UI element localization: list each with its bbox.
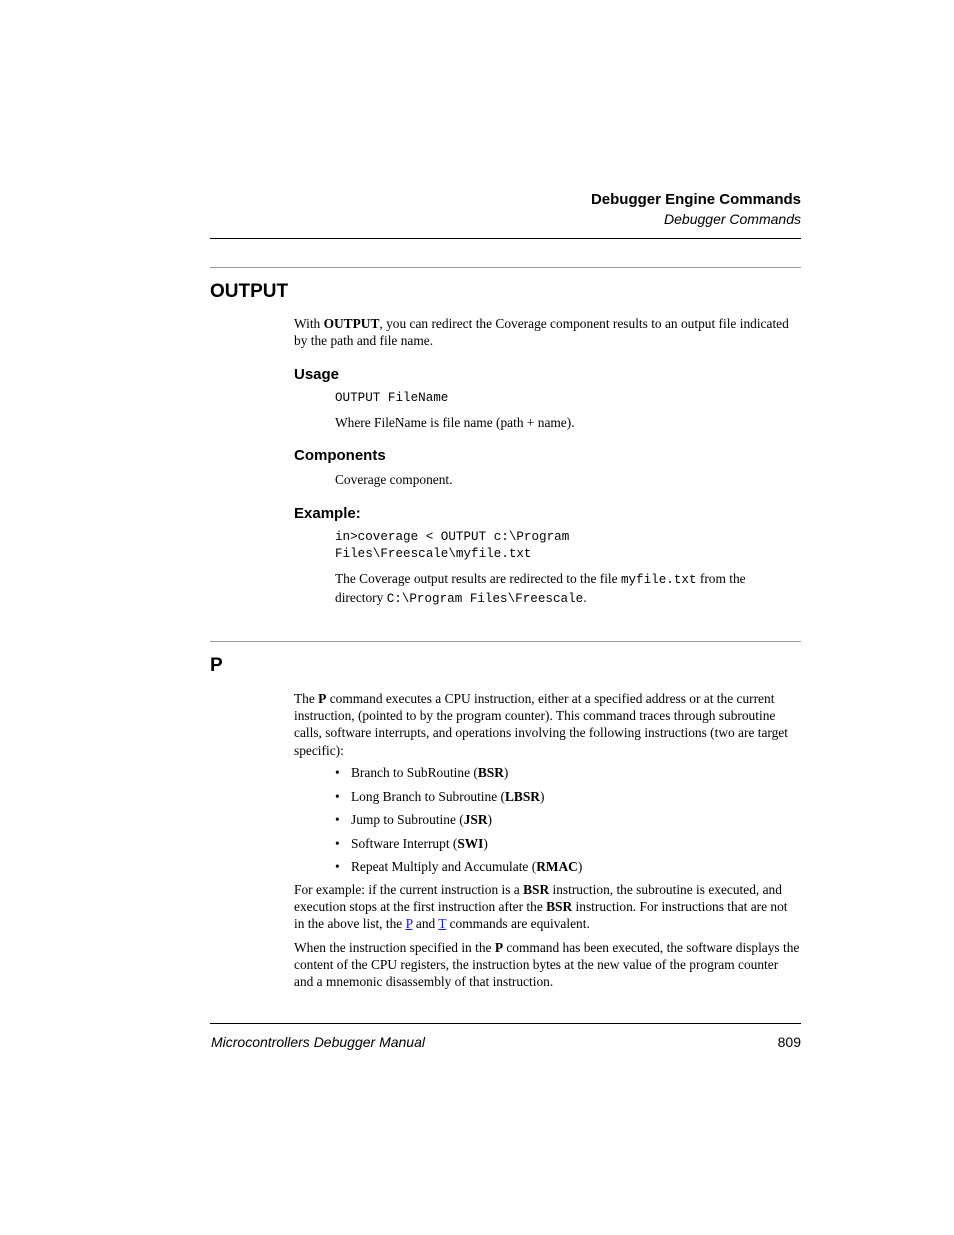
header-chapter-title: Debugger Engine Commands bbox=[590, 191, 801, 208]
page-number: 809 bbox=[777, 1034, 801, 1050]
bullet-icon: • bbox=[335, 812, 340, 827]
list-item: • Branch to SubRoutine (BSR) bbox=[335, 765, 509, 780]
list-item: • Software Interrupt (SWI) bbox=[335, 835, 488, 851]
p-intro-paragraph: The P command executes a CPU instruction, either at a specified address or at the current instruction, (pointed to by the program counter). This command traces through subroutine calls, software interrupts, and operations involving the following instructions (two are target specific): bbox=[294, 691, 788, 758]
header-section-title: Debugger Commands bbox=[664, 211, 801, 227]
output-heading: OUTPUT bbox=[210, 281, 289, 302]
p-result-paragraph: When the instruction specified in the P command has been executed, the software displays the content of the CPU registers, the instruction bytes at the new value of the program counter and a mnemonic disassembly of that instruction. bbox=[294, 940, 800, 990]
usage-code: OUTPUT FileName bbox=[335, 391, 449, 405]
p-heading: P bbox=[210, 655, 223, 676]
section-divider-p bbox=[210, 641, 801, 642]
components-text: Coverage component. bbox=[335, 472, 453, 487]
bullet-icon: • bbox=[335, 859, 340, 874]
list-item: • Jump to Subroutine (JSR) bbox=[335, 812, 492, 827]
footer-manual-title: Microcontrollers Debugger Manual bbox=[211, 1034, 425, 1050]
output-intro-paragraph: With OUTPUT, you can redirect the Coverage component results to an output file indicated by the path and file name. bbox=[294, 316, 789, 349]
example-file-name: myfile.txt bbox=[620, 573, 697, 587]
components-heading: Components bbox=[294, 447, 386, 464]
list-item: • Long Branch to Subroutine (LBSR) bbox=[335, 788, 545, 804]
p-example-paragraph: For example: if the current instruction is a BSR instruction, the subroutine is executed, and execution stops at the first instruction after the BSR instruction. For instructions that are not in the above list, the P and T commands are equivalent. bbox=[294, 882, 788, 932]
instruction-list bbox=[335, 764, 795, 882]
list-item: • Repeat Multiply and Accumulate (RMAC) bbox=[335, 859, 583, 874]
example-code-line-1: in>coverage < OUTPUT c:\Program bbox=[335, 530, 570, 544]
usage-note: Where FileName is file name (path + name). bbox=[335, 415, 575, 430]
example-heading: Example: bbox=[294, 505, 361, 522]
p-keyword: P bbox=[318, 691, 327, 706]
header-rule bbox=[210, 238, 801, 239]
bullet-icon: • bbox=[335, 765, 340, 780]
bullet-icon: • bbox=[335, 835, 340, 851]
footer-rule bbox=[210, 1023, 801, 1024]
t-command-link[interactable]: T bbox=[438, 916, 447, 932]
output-keyword: OUTPUT bbox=[323, 316, 380, 331]
bullet-icon: • bbox=[335, 788, 340, 804]
p-command-link[interactable]: P bbox=[405, 916, 413, 932]
example-note: The Coverage output results are redirected to the file myfile.txt from the directory C:\Program Files\Freescale. bbox=[335, 571, 746, 607]
usage-heading: Usage bbox=[294, 366, 340, 383]
section-divider-output bbox=[210, 267, 801, 268]
example-directory: C:\Program Files\Freescale bbox=[386, 592, 584, 607]
example-code-line-2: Files\Freescale\myfile.txt bbox=[335, 547, 532, 561]
running-header bbox=[210, 190, 801, 228]
